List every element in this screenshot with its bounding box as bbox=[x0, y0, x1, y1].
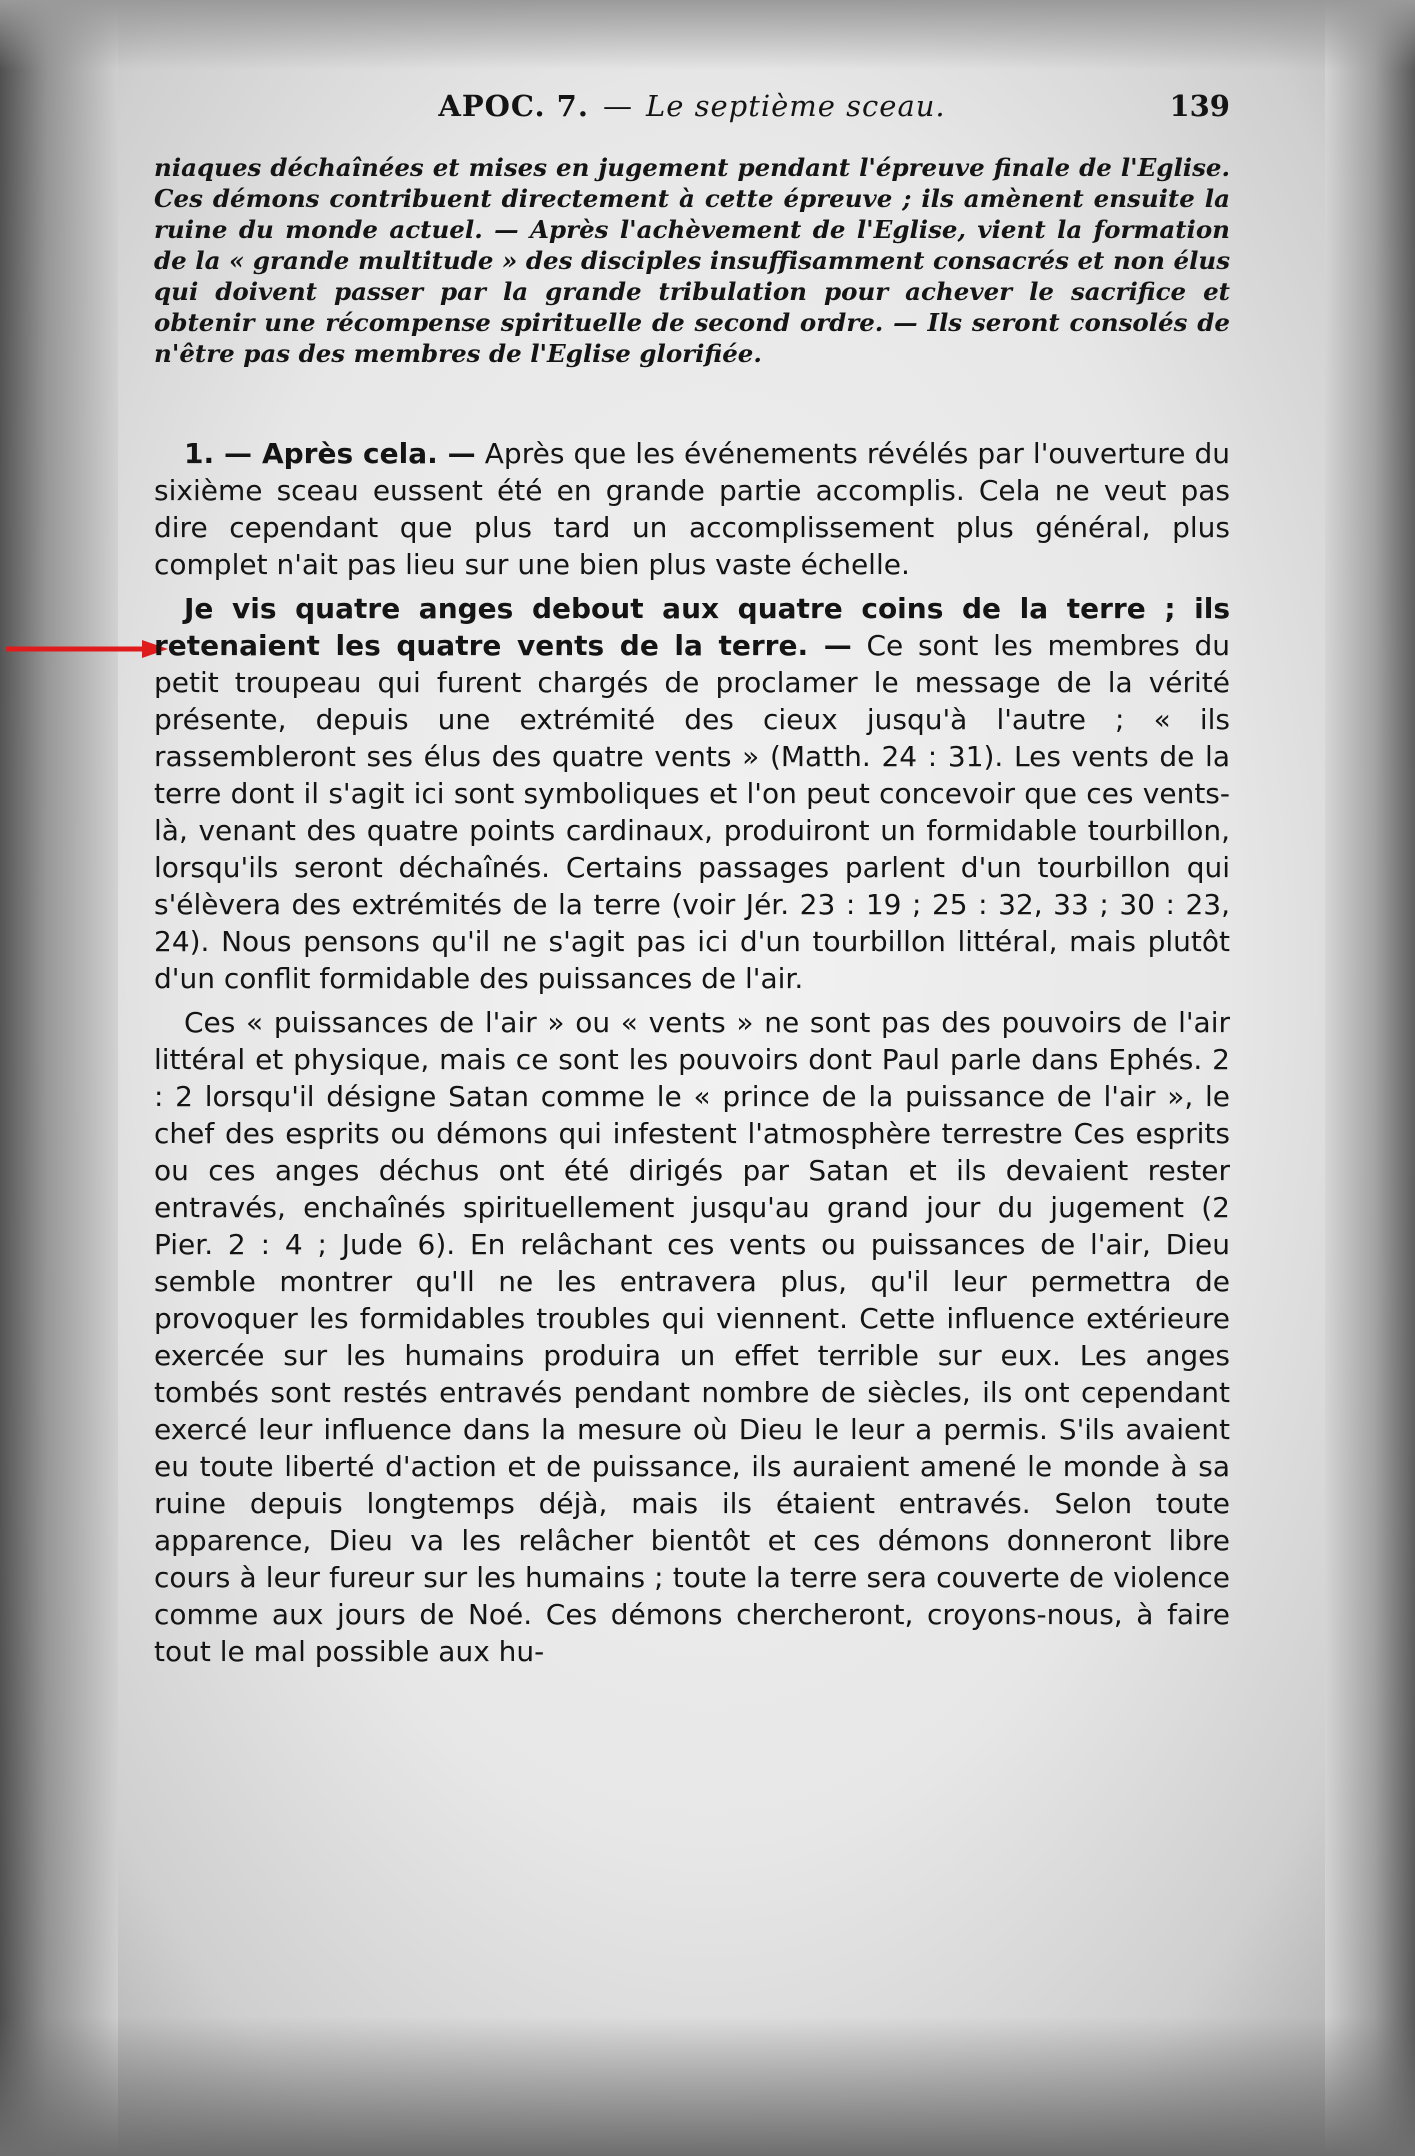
running-header bbox=[154, 80, 1230, 132]
scan-shadow-bottom bbox=[0, 2016, 1415, 2156]
header-book: APOC. 7. bbox=[438, 89, 589, 123]
scan-shadow-right bbox=[1325, 0, 1415, 2156]
paragraph-1-text: Après que les événements révélés par l'ouverture du sixième sceau eussent été en grande partie accomplis. Cela ne veut pas dire cependant que plus tard un accomplissement plus général, plus complet n'ait pas lieu sur une bien plus vaste échelle. bbox=[154, 437, 1231, 581]
paragraph-3 bbox=[154, 1004, 1230, 1670]
red-arrow-icon bbox=[6, 640, 168, 658]
paragraph-1 bbox=[154, 435, 1230, 583]
paragraph-2-lead: Je vis quatre anges debout aux quatre coins de la terre ; ils retenaient les quatre vents de la terre. — bbox=[154, 592, 1230, 662]
header-title: Le septième sceau. bbox=[645, 89, 946, 123]
paragraph-2-text: Ce sont les membres du petit troupeau qui furent chargés de proclamer le message de la vérité présente, depuis une extrémité des cieux jusqu'à l'autre ; « ils rassembleront ses élus des quatre vents » (Matth. 24 : 31). Les vents de la terre dont il s'agit ici sont symboliques et l'on peut concevoir que ces vents-là, venant des quatre points cardinaux, produiront un formidable tourbillon, lorsqu'ils seront déchaînés. Certains passages parlent d'un tourbillon qui s'élèvera des extrémités de la terre (voir Jér. 23 : 19 ; 25 : 32, 33 ; 30 : 23, 24). Nous pensons qu'il ne s'agit pas ici d'un tourbillon littéral, mais plutôt d'un conflit formidable des puissances de l'air. bbox=[154, 629, 1231, 995]
paragraph-2 bbox=[154, 590, 1230, 997]
page-number: 139 bbox=[1169, 89, 1230, 123]
header-separator: — bbox=[602, 89, 632, 123]
body-text bbox=[154, 435, 1230, 1670]
scan-shadow-left bbox=[0, 0, 118, 2156]
paragraph-3-text: Ces « puissances de l'air » ou « vents » ne sont pas des pouvoirs de l'air littéral et physique, mais ce sont les pouvoirs dont Paul parle dans Ephés. 2 : 2 lorsqu'il désigne Satan comme le « prince de la puissance de l'air », le chef des esprits ou démons qui infestent l'atmosphère terrestre Ces esprits ou ces anges déchus ont été dirigés par Satan et ils devaient rester entravés, enchaînés spirituellement jusqu'au grand jour du jugement (2 Pier. 2 : 4 ; Jude 6). En relâchant ces vents ou puissances de l'air, Dieu semble montrer qu'Il ne les entravera plus, qu'il leur permettra de provoquer les formidables troubles qui viennent. Cette influence extérieure exercée sur les humains produira un effet terrible sur eux. Les anges tombés sont restés entravés pendant nombre de siècles, ils ont cependant exercé leur influence dans la mesure où Dieu le leur a permis. S'ils avaient eu toute liberté d'action et de puissance, ils auraient amené le monde à sa ruine depuis longtemps déjà, mais ils étaient entravés. Selon toute apparence, Dieu va les relâcher bientôt et ces démons donneront libre cours à leur fureur sur les humains ; toute la terre sera couverte de violence comme aux jours de Noé. Ces démons chercheront, croyons-nous, à faire tout le mal possible aux hu- bbox=[154, 1006, 1230, 1668]
paragraph-1-lead: 1. — Après cela. — bbox=[184, 437, 476, 470]
chapter-summary: niaques déchaînées et mises en jugement pendant l'épreuve finale de l'Eglise. Ces démons contribuent directement à cette épreuve ; ils amènent ensuite la ruine du monde actuel. — Après l'achèvement de l'Eglise, vient la formation de la « grande multitude » des disciples insuffisamment consacrés et non élus qui doivent passer par la grande tribulation pour achever le sacrifice et obtenir une récompense spirituelle de second ordre. — Ils seront consolés de n'être pas des membres de l'Eglise glorifiée. bbox=[154, 153, 1230, 368]
page-content bbox=[154, 80, 1230, 1677]
scan-shadow-top bbox=[0, 0, 1415, 70]
